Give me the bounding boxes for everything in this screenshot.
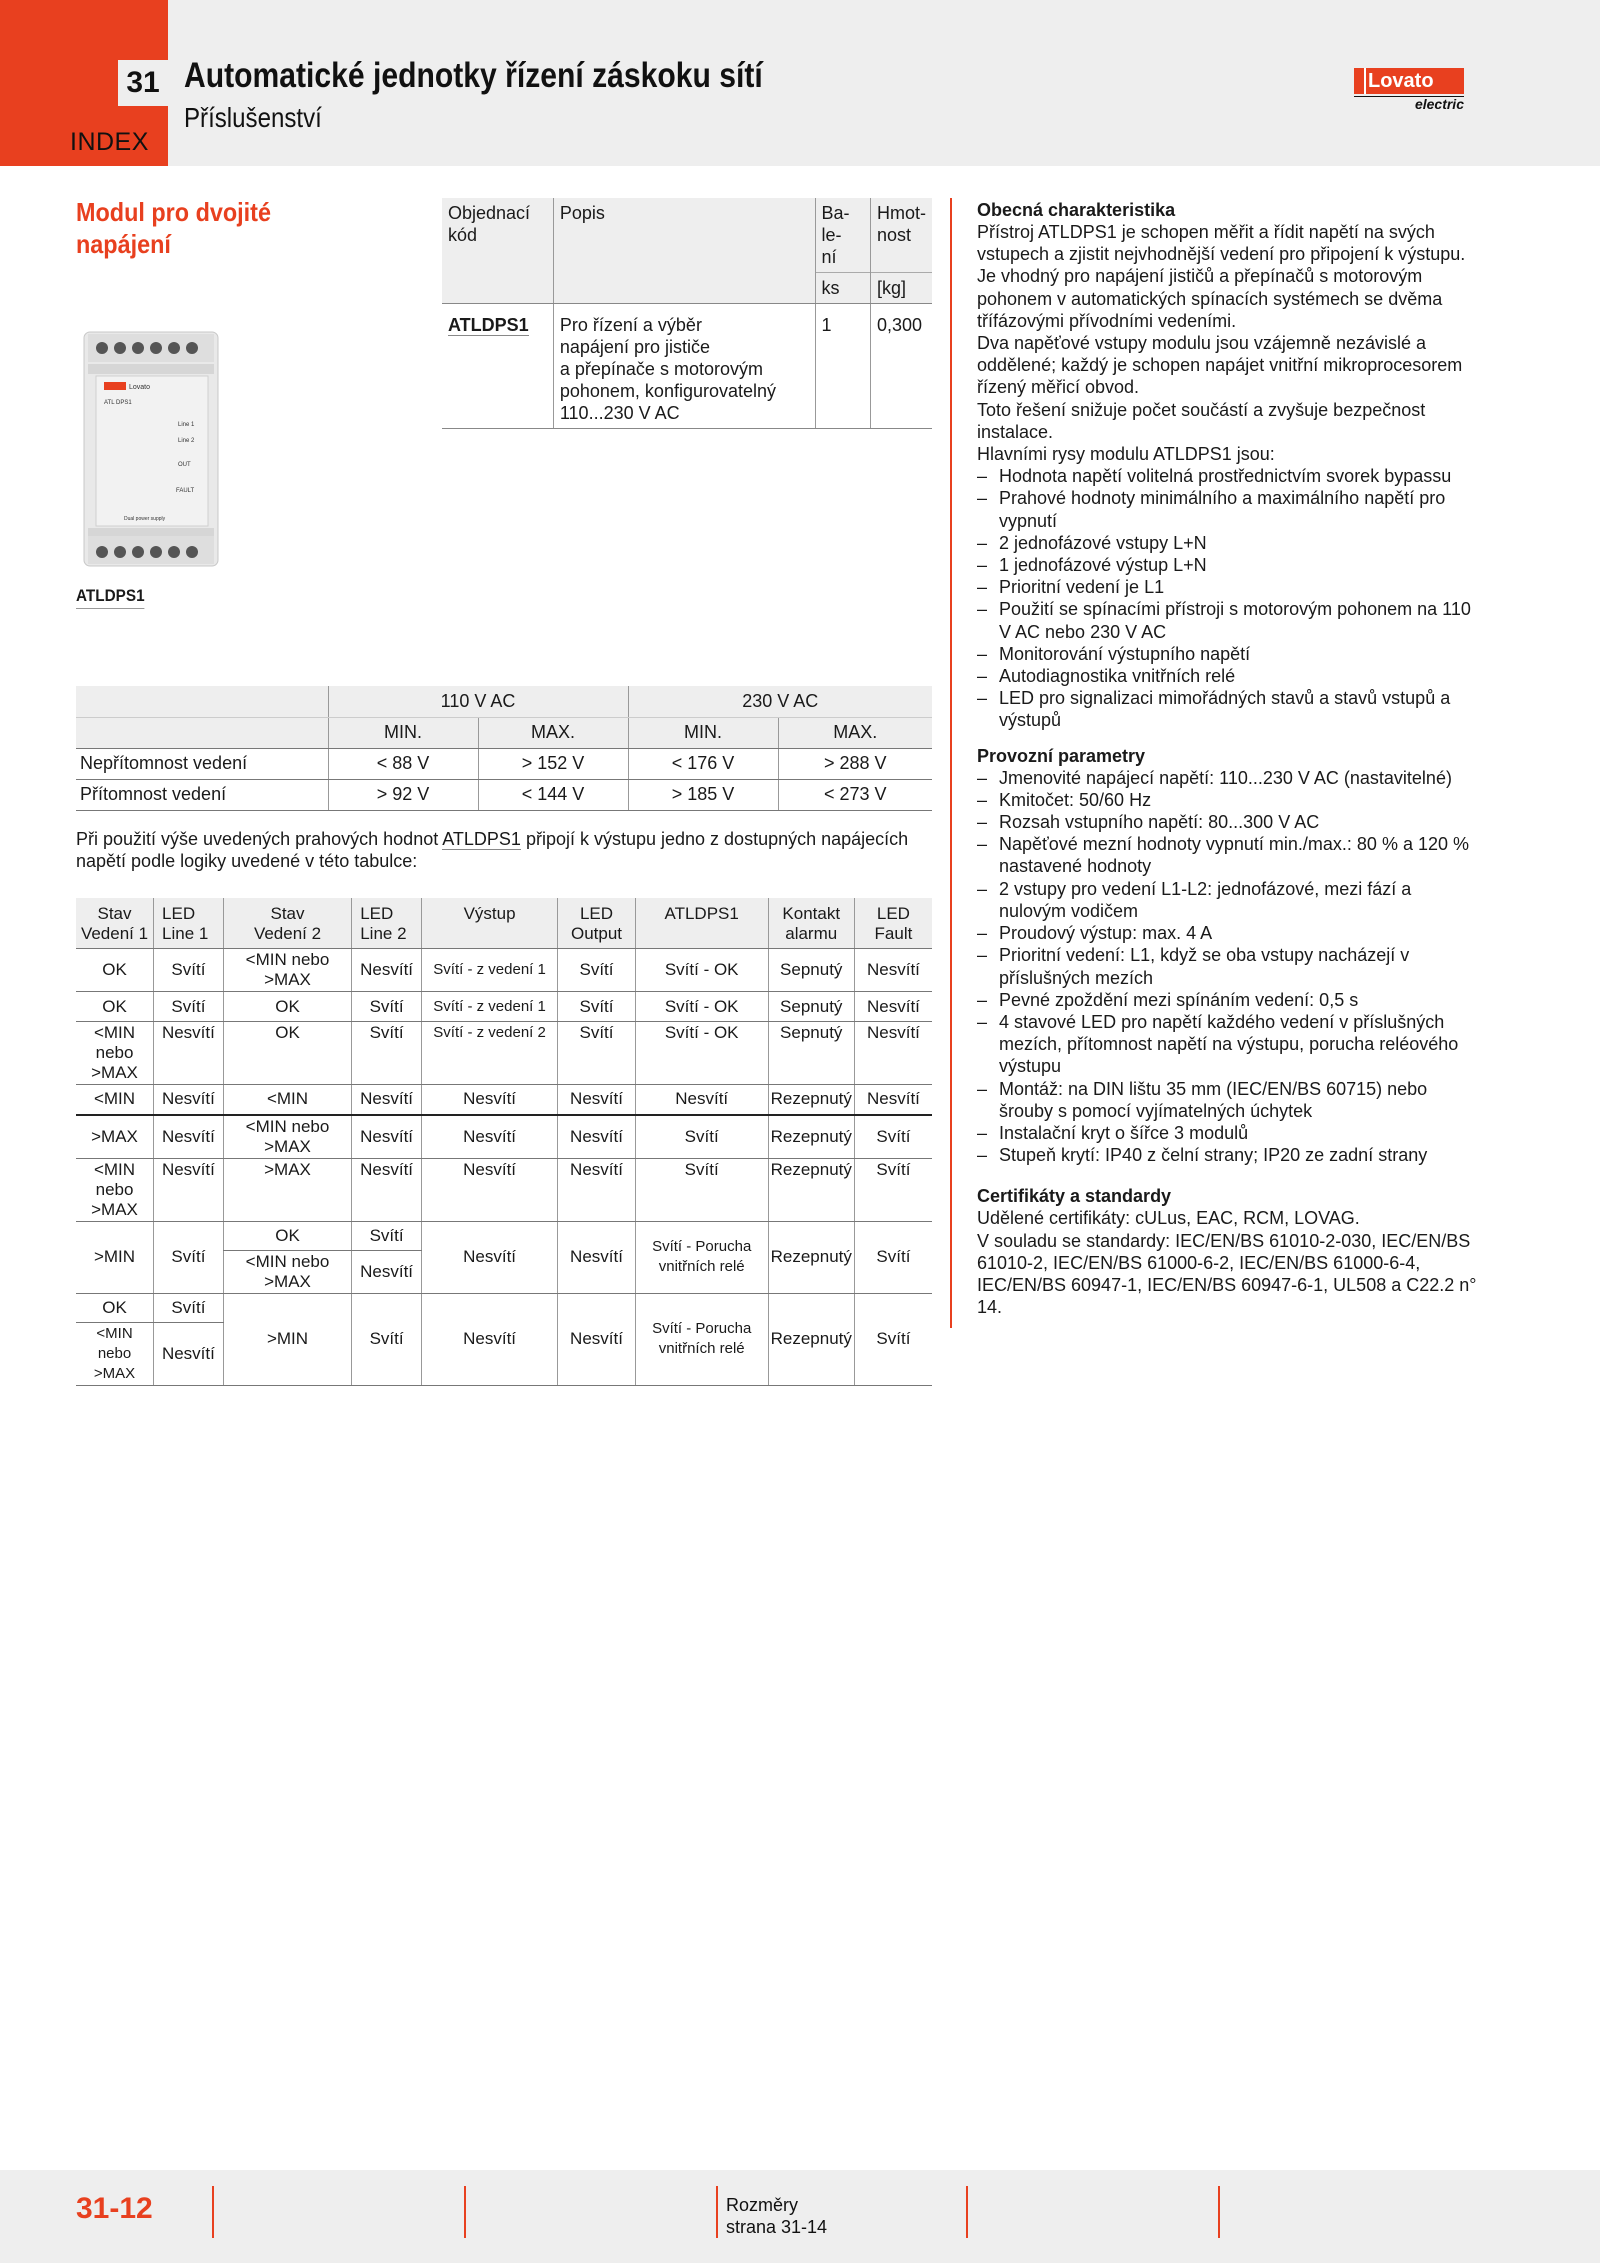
table-row: Přítomnost vedení > 92 V < 144 V > 185 V < 273 V	[76, 779, 932, 810]
order-description: Pro řízení a výběr napájení pro jističe a přepínače s motorovým pohonem, konfigurovatelný 110...230 V AC	[553, 304, 815, 429]
photo-caption: ATLDPS1	[76, 586, 145, 609]
general-features-list	[977, 465, 1477, 731]
table-row: <MIN Nesvítí <MIN Nesvítí Nesvítí Nesvítí Nesvítí Rezepnutý Nesvítí	[76, 1085, 932, 1115]
list-item: – LED pro signalizaci mimořádných stavů a stavů vstupů a výstupů	[977, 687, 1477, 731]
atldps1-link[interactable]: ATLDPS1	[442, 829, 521, 849]
order-code: ATLDPS1	[442, 304, 553, 429]
col-led-line1: LED Line 1	[154, 898, 224, 949]
table-row: Nepřítomnost vedení < 88 V > 152 V < 176 V > 288 V	[76, 748, 932, 779]
list-item: – Montáž: na DIN lištu 35 mm (IEC/EN/BS 60715) nebo šrouby s pomocí vyjímatelných úchytek	[977, 1078, 1477, 1122]
logic-note: Při použití výše uvedených prahových hodnot ATLDPS1 připojí k výstupu jedno z dostupných napájecích napětí podle logiky uvedené v této tabulce:	[76, 829, 909, 871]
dimensions-reference[interactable]: Rozměry strana 31-14	[726, 2195, 828, 2237]
table-row: OK Svítí OK Svítí Svítí - z vedení 1 Svítí Svítí - OK Sepnutý Nesvítí	[76, 992, 932, 1022]
table-row: <MIN nebo >MAX Nesvítí >MAX Nesvítí Nesvítí Nesvítí Svítí Rezepnutý Svítí	[76, 1158, 932, 1221]
list-item: – Hodnota napětí volitelná prostřednictvím svorek bypassu	[977, 465, 1477, 487]
index-link[interactable]: INDEX	[70, 128, 149, 156]
logo-mark-icon	[1354, 68, 1366, 94]
list-item: – Kmitočet: 50/60 Hz	[977, 789, 1477, 811]
product-photo-atldps1	[78, 330, 224, 568]
footer-separator	[1218, 2186, 1220, 2238]
col-description: Popis	[553, 198, 815, 273]
operating-params-list	[977, 767, 1477, 1167]
photo-footer-text: Dual power supply	[124, 516, 166, 522]
list-item: – Autodiagnostika vnitřních relé	[977, 665, 1477, 687]
table-row: <MIN nebo >MAX Nesvítí	[76, 1322, 932, 1385]
photo-line2-text: Line 2	[178, 438, 195, 444]
photo-brand-text: Lovato	[129, 384, 151, 391]
col-led-fault: LED Fault	[854, 898, 932, 949]
page-title: Automatické jednotky řízení záskoku sítí	[184, 56, 763, 95]
chapter-number: 31	[118, 60, 168, 106]
list-item: – Monitorování výstupního napětí	[977, 643, 1477, 665]
col-max: MAX.	[478, 717, 628, 748]
lovato-logo	[1354, 68, 1464, 112]
footer-separator	[716, 2186, 718, 2238]
logic-table	[76, 898, 932, 1386]
section-title-line2: napájení	[76, 229, 171, 259]
table-row: OK Svítí <MIN nebo >MAX Nesvítí Svítí - z vedení 1 Svítí Svítí - OK Sepnutý Nesvítí	[76, 949, 932, 992]
group-230v: 230 V AC	[628, 686, 932, 717]
list-item: – Stupeň krytí: IP40 z čelní strany; IP20 ze zadní strany	[977, 1144, 1477, 1166]
table-row: >MAX Nesvítí <MIN nebo >MAX Nesvítí Nesvítí Nesvítí Svítí Rezepnutý Svítí	[76, 1115, 932, 1159]
photo-model-text: ATL DPS1	[104, 400, 132, 406]
list-item: – Prioritní vedení je L1	[977, 576, 1477, 598]
table-row: OK Svítí >MIN Svítí Nesvítí Nesvítí Svítí - Porucha vnitřních relé Rezepnutý Svítí	[76, 1293, 932, 1322]
col-min: MIN.	[328, 717, 478, 748]
col-state-line2: Stav Vedení 2	[223, 898, 351, 949]
logo-subtext: electric	[1354, 96, 1464, 112]
section-title-line1: Modul pro dvojité	[76, 197, 271, 227]
list-item: – Jmenovité napájecí napětí: 110...230 V AC (nastavitelné)	[977, 767, 1477, 789]
col-min: MIN.	[628, 717, 778, 748]
list-item: – Prioritní vedení: L1, když se oba vstupy nacházejí v příslušných mezích	[977, 944, 1477, 988]
characteristics-column: Obecná charakteristika Přístroj ATLDPS1 je schopen měřit a řídit napětí na svých vstupech a zjistit nejvhodnější vedení pro připojení k výstupu. Je vhodný pro napájení jističů a přepínačů s motorovým pohonem v automatických spínacích systémech se dvěma třífázovými přívodními vedeními. Dva napěťové vstupy modulu jsou vzájemně nezávislé a oddělené; každý je schopen napájet vnitřní mikroprocesorem řízený měřicí obvod. Toto řešení snižuje počet součástí a zvyšuje bezpečnost instalace. Hlavními rysy modulu ATLDPS1 jsou: – Hodnota napětí volitelná prostřednictvím svorek bypassu – Prahové hodnoty minimálního a maximálního napětí pro vypnutí – 2 jednofázové vstupy L+N – 1 jednofázové výstup L+N – Prioritní vedení je L1 – Použití se spínacími přístroji s motorovým pohonem na 110 V AC nebo 230 V AC – Monitorování výstupního napětí – Autodiagnostika vnitřních relé – LED pro signalizaci mimořádných stavů a stavů vstupů a výstupů Provozní parametry – Jmenovité napájecí napětí: 110...230 V AC (nastavitelné) – Kmitočet: 50/60 Hz – Rozsah vstupního napětí: 80...300 V AC – Napěťové mezní hodnoty vypnutí min./max.: 80 % a 120 % nastavené hodnoty – 2 vstupy pro vedení L1-L2: jednofázové, mezi fází a nulovým vodičem – Proudový výstup: max. 4 A – Prioritní vedení: L1, když se oba vstupy nacházejí v příslušných mezích – Pevné zpoždění mezi spínáním vedení: 0,5 s – 4 stavové LED pro napětí každého vedení v příslušných mezích, přítomnost napětí na výstupu, porucha reléového výstupu – Montáž: na DIN lištu 35 mm (IEC/EN/BS 60715) nebo šrouby s pomocí vyjímatelných úchytek – Instalační kryt o šířce 3 modulů – Stupeň krytí: IP40 z čelní strany; IP20 ze zadní strany Certifikáty a standardy Udělené certifikáty: cULus, EAC, RCM, LOVAG. V souladu se standardy: IEC/EN/BS 61010-2-030, IEC/EN/BS 61010-2, IEC/EN/BS 61000-6-2, IEC/EN/BS 61000-6-4, IEC/EN/BS 60947-1, IEC/EN/BS 60947-6-1, UL508 a C22.2 n° 14.	[977, 196, 1477, 1318]
voltage-threshold-table	[76, 686, 932, 811]
group-110v: 110 V AC	[328, 686, 628, 717]
list-item: – Pevné zpoždění mezi spínáním vedení: 0,5 s	[977, 989, 1477, 1011]
list-item: – Instalační kryt o šířce 3 modulů	[977, 1122, 1477, 1144]
footer-separator	[966, 2186, 968, 2238]
list-item: – Napěťové mezní hodnoty vypnutí min./max.: 80 % a 120 % nastavené hodnoty	[977, 833, 1477, 877]
table-row: <MIN nebo >MAX Nesvítí	[76, 1250, 932, 1293]
list-item: – 1 jednofázové výstup L+N	[977, 554, 1477, 576]
list-item: – Použití se spínacími přístroji s motorovým pohonem na 110 V AC nebo 230 V AC	[977, 598, 1477, 642]
list-item: – Proudový výstup: max. 4 A	[977, 922, 1477, 944]
col-state-line1: Stav Vedení 1	[76, 898, 154, 949]
operating-title: Provozní parametry	[977, 745, 1146, 766]
column-divider	[950, 198, 952, 1328]
col-output: Výstup	[421, 898, 557, 949]
table-row: >MIN Svítí OK Svítí Nesvítí Nesvítí Svítí - Porucha vnitřních relé Rezepnutý Svítí	[76, 1221, 932, 1250]
col-pack: Ba- le- ní	[815, 198, 870, 273]
photo-out-text: OUT	[178, 462, 191, 468]
footer-separator	[464, 2186, 466, 2238]
col-alarm: Kontakt alarmu	[768, 898, 854, 949]
table-row: <MIN nebo >MAX Nesvítí OK Svítí Svítí - z vedení 2 Svítí Svítí - OK Sepnutý Nesvítí	[76, 1022, 932, 1085]
photo-line1-text: Line 1	[178, 422, 195, 428]
page-subtitle: Příslušenství	[184, 102, 322, 133]
order-pack: 1	[815, 304, 870, 429]
unit-pack: ks	[815, 273, 870, 304]
list-item: – 2 vstupy pro vedení L1-L2: jednofázové, mezi fází a nulovým vodičem	[977, 878, 1477, 922]
col-atldps1: ATLDPS1	[635, 898, 768, 949]
unit-weight: [kg]	[870, 273, 932, 304]
page-number: 31-12	[76, 2192, 153, 2225]
list-item: – Rozsah vstupního napětí: 80...300 V AC	[977, 811, 1477, 833]
col-weight: Hmot- nost	[870, 198, 932, 273]
col-max: MAX.	[778, 717, 932, 748]
list-item: – 2 jednofázové vstupy L+N	[977, 532, 1477, 554]
order-table	[442, 198, 932, 429]
logo-name: Lovato	[1366, 68, 1464, 94]
col-order-code: Objednací kód	[442, 198, 553, 273]
general-title: Obecná charakteristika	[977, 200, 1176, 220]
footer-separator	[212, 2186, 214, 2238]
col-led-line2: LED Line 2	[352, 898, 422, 949]
list-item: – Prahové hodnoty minimálního a maximálního napětí pro vypnutí	[977, 487, 1477, 531]
cert-title: Certifikáty a standardy	[977, 1186, 1172, 1207]
order-weight: 0,300	[870, 304, 932, 429]
col-led-output: LED Output	[558, 898, 636, 949]
section-title	[76, 196, 271, 260]
list-item: – 4 stavové LED pro napětí každého vedení v příslušných mezích, přítomnost napětí na výstupu, porucha reléového výstupu	[977, 1011, 1477, 1078]
photo-fault-text: FAULT	[176, 488, 195, 494]
